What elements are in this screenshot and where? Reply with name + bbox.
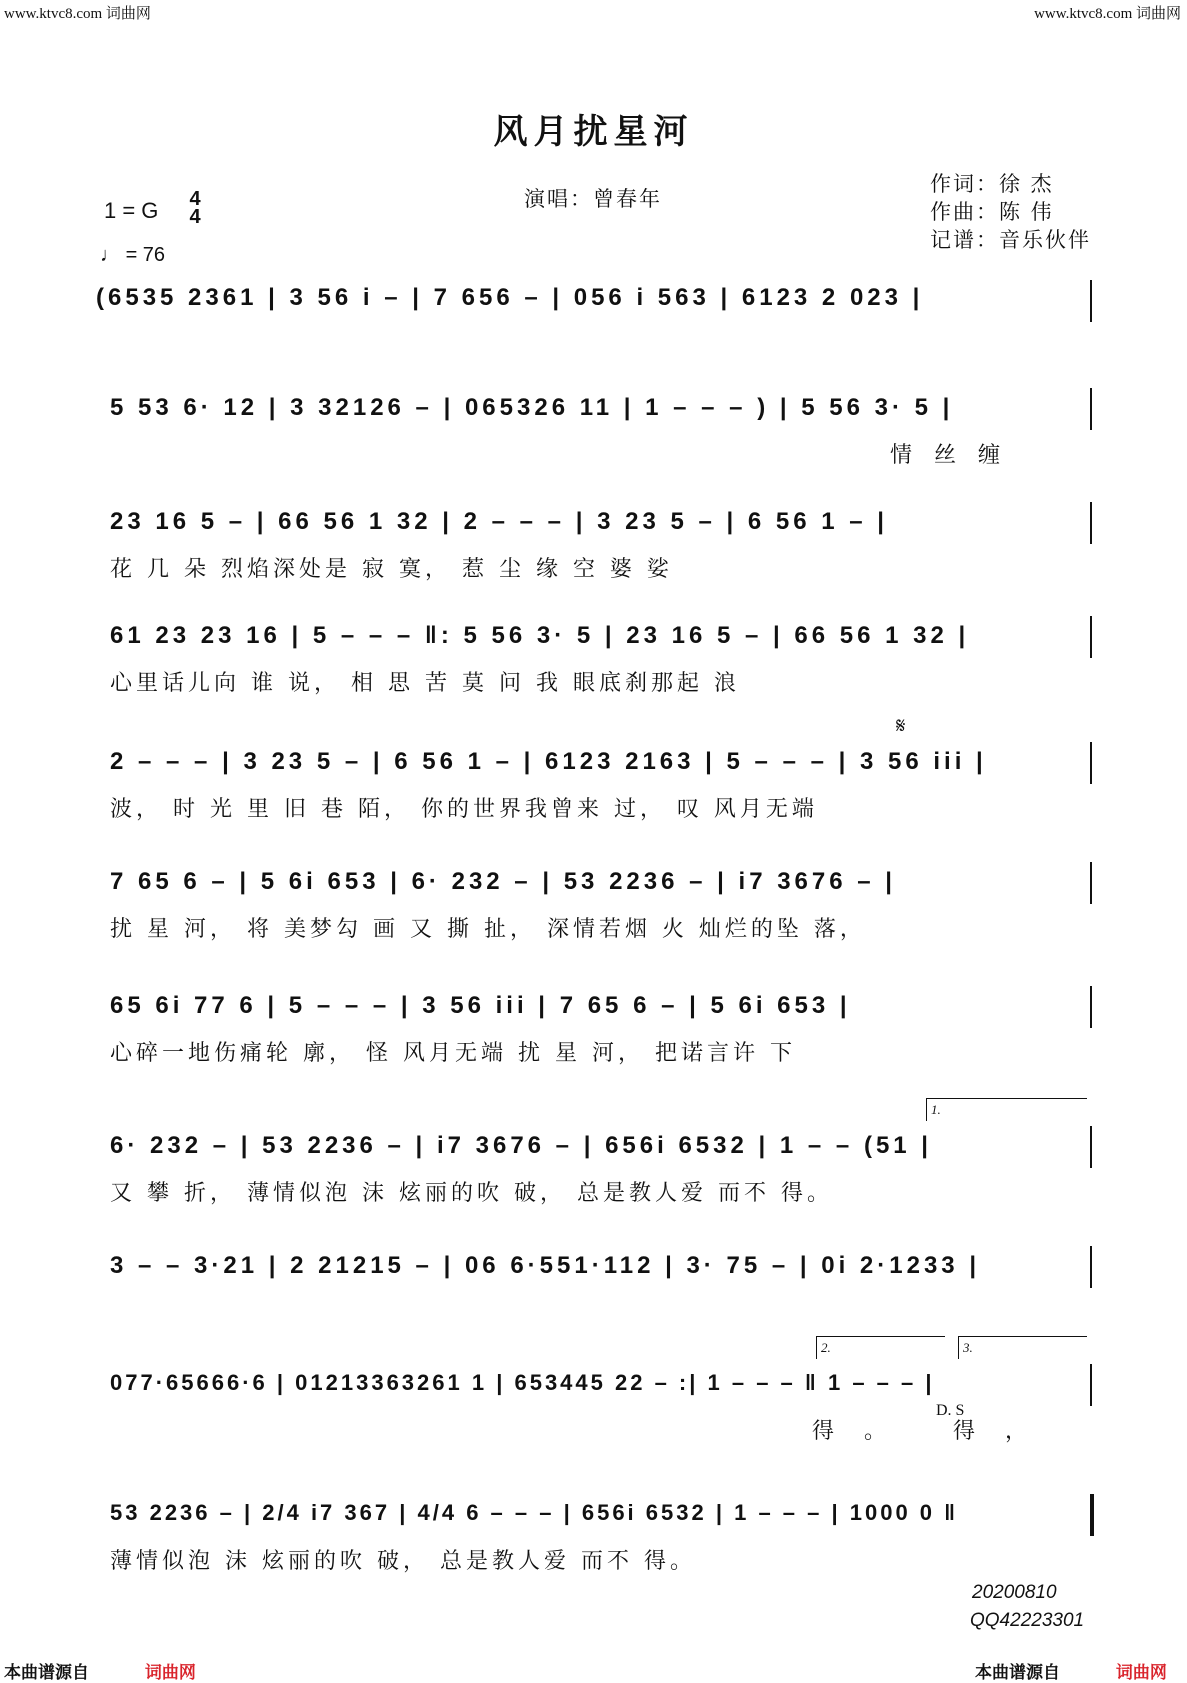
system-8-lyrics: 又 攀 折， 薄情似泡 沫 炫丽的吹 破， 总是教人爱 而不 得。 [110,1181,833,1206]
quarter-note-icon: ♩ [100,244,120,266]
volta-1 [926,1098,1087,1121]
barline [1090,388,1092,430]
time-sig-bottom: 4 [189,206,201,228]
date-stamp: 20200810 [972,1582,1057,1603]
singer: 演唱：曾春年 [524,187,662,211]
system-2-notes: 5 53 6· 12 | 3 32126 – | 065326 11 | 1 – – – ) | 5 56 3· 5 | [110,394,954,421]
barline [1090,1364,1092,1406]
time-signature [184,190,206,226]
barline [1090,742,1092,784]
system-4-notes: 61 23 23 16 | 5 – – – ‖: 5 56 3· 5 | 23 16 5 – | 66 56 1 32 | [110,622,970,649]
footer-left[interactable] [4,1658,196,1683]
footer-right[interactable] [975,1658,1167,1683]
barline [1090,1246,1092,1288]
site-header-left[interactable]: www.ktvc8.com 词曲网 [4,6,151,22]
segno-icon: 𝄋 [896,714,906,739]
system-7-notes: 65 6i 77 6 | 5 – – – | 3 56 iii | 7 65 6 – | 5 6i 653 | [110,992,851,1019]
barline [1090,862,1092,904]
volta-3-label: 3. [963,1340,973,1355]
system-3-notes: 23 16 5 – | 66 56 1 32 | 2 – – – | 3 23 5 – | 6 56 1 – | [110,508,888,535]
barline [1090,616,1092,658]
tempo-marking [100,244,165,267]
system-11-lyrics: 薄情似泡 沫 炫丽的吹 破， 总是教人爱 而不 得。 [110,1549,696,1574]
volta-3 [958,1336,1087,1359]
system-3-lyrics: 花 几 朵 烈焰深处是 寂 寞， 惹 尘 缘 空 婆 娑 [110,557,673,582]
system-6-lyrics: 扰 星 河， 将 美梦勾 画 又 撕 扯， 深情若烟 火 灿烂的坠 落， [110,917,866,942]
system-7-lyrics: 心碎一地伤痛轮 廓， 怪 风月无端 扰 星 河， 把诺言许 下 [110,1041,796,1066]
site-header-right[interactable]: www.ktvc8.com 词曲网 [1034,6,1181,22]
volta-1-label: 1. [931,1102,941,1117]
tempo-value: = 76 [125,244,166,266]
footer-left-text: 本曲谱源自 [4,1663,89,1683]
final-barline [1090,1494,1094,1536]
barline [1090,986,1092,1028]
composer: 作曲：陈 伟 [930,200,1054,224]
system-2-lyrics: 情丝缠 [890,443,1023,468]
transcriber: 记谱：音乐伙伴 [930,228,1091,252]
page-title: 风月扰星河 [493,112,694,152]
footer-right-link[interactable]: 词曲网 [1115,1663,1167,1683]
footer-right-text: 本曲谱源自 [975,1663,1060,1683]
qq-number: QQ42223301 [970,1610,1085,1631]
system-10-lyrics: 得。 得， [812,1419,1057,1444]
key-signature: 1 = G [104,198,159,223]
system-1-notes: (6535 2361 | 3 56 i – | 7 656 – | 056 i 563 | 6123 2 023 | [96,284,924,311]
footer-left-link[interactable]: 词曲网 [144,1663,196,1683]
system-11-notes: 53 2236 – | 2/4 i7 367 | 4/4 6 – – – | 656i 6532 | 1 – – – | 1000 0 ‖ [110,1500,959,1525]
system-8-notes: 6· 232 – | 53 2236 – | i7 3676 – | 656i 6532 | 1 – – (51 | [110,1132,933,1159]
barline [1090,280,1092,322]
time-sig-top: 4 [189,188,201,210]
barline [1090,502,1092,544]
system-4-lyrics: 心里话儿向 谁 说， 相 思 苦 莫 问 我 眼底刹那起 浪 [110,671,740,696]
volta-2-label: 2. [821,1340,831,1355]
system-9-notes: 3 – – 3·21 | 2 21215 – | 06 6·551·112 | 3· 75 – | 0i 2·1233 | [110,1252,981,1279]
system-6-notes: 7 65 6 – | 5 6i 653 | 6· 232 – | 53 2236 – | i7 3676 – | [110,868,896,895]
volta-2 [816,1336,945,1359]
system-10-notes: 077·65666·6 | 01213363261 1 | 653445 22 – :| 1 – – – ‖ 1 – – – | [110,1370,935,1395]
system-5-notes: 2 – – – | 3 23 5 – | 6 56 1 – | 6123 2163 | 5 – – – | 3 56 iii | [110,748,987,775]
dal-segno: D. S [936,1402,965,1419]
barline [1090,1126,1092,1168]
system-5-lyrics: 波， 时 光 里 旧 巷 陌， 你的世界我曾来 过， 叹 风月无端 [110,797,818,822]
lyricist: 作词：徐 杰 [930,172,1054,196]
